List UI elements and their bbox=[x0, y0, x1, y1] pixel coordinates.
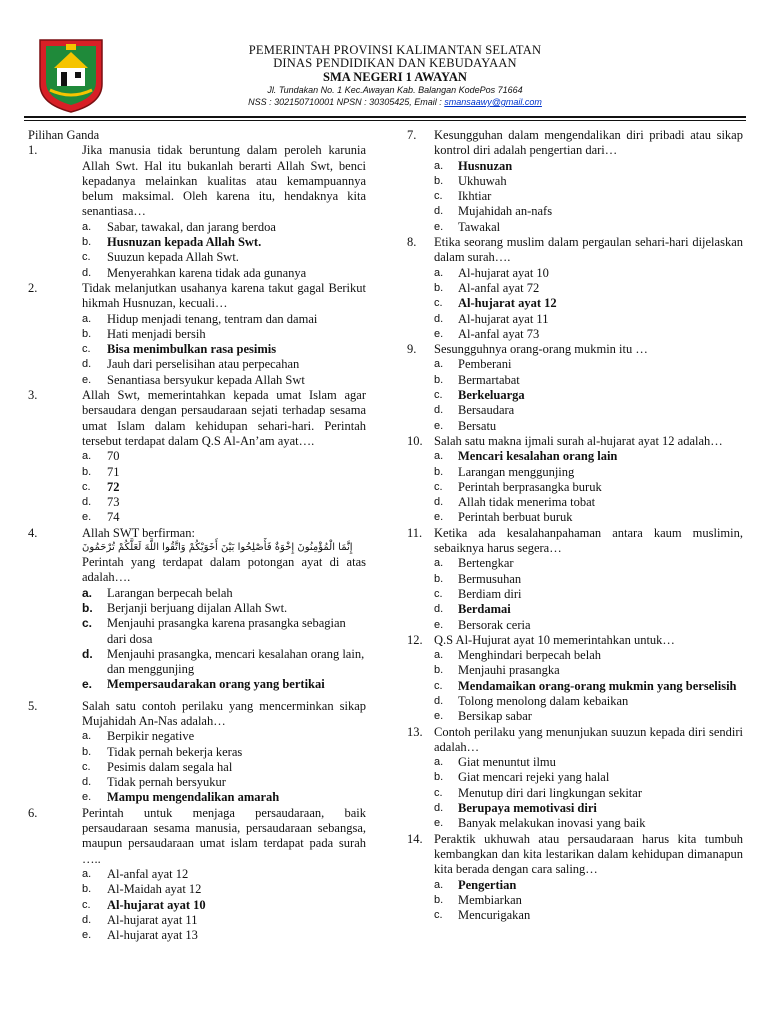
option-letter: a. bbox=[82, 867, 92, 880]
option-letter: a. bbox=[82, 450, 92, 463]
option-letter: d. bbox=[434, 205, 444, 218]
option-text: Bersatu bbox=[458, 418, 497, 433]
option-letter: b. bbox=[82, 465, 92, 478]
question-text: Salah satu contoh perilaku yang mencerminkan sikap Mujahidah An-Nas adalah… bbox=[82, 698, 366, 728]
government-name: PEMERINTAH PROVINSI KALIMANTAN SELATAN bbox=[248, 43, 542, 57]
answer-options bbox=[434, 755, 743, 831]
answer-option-d[interactable] bbox=[82, 357, 366, 372]
option-letter: b. bbox=[434, 281, 444, 294]
option-letter: d. bbox=[82, 358, 92, 371]
option-letter: c. bbox=[82, 898, 91, 911]
option-letter: c. bbox=[434, 389, 443, 402]
option-text: Sabar, tawakal, dan jarang berdoa bbox=[107, 219, 276, 234]
answer-options bbox=[82, 586, 366, 693]
option-letter: e. bbox=[82, 373, 92, 386]
answer-option-d[interactable] bbox=[82, 495, 366, 510]
option-text: Hati menjadi bersih bbox=[107, 326, 206, 341]
question-text: Allah SWT berfirman: bbox=[82, 525, 195, 540]
question-number: 9. bbox=[407, 342, 417, 357]
answer-option-e[interactable] bbox=[434, 510, 743, 525]
answer-option-a[interactable] bbox=[434, 878, 743, 893]
question-number: 7. bbox=[407, 128, 417, 142]
option-letter: c. bbox=[82, 343, 91, 356]
option-letter: c. bbox=[434, 297, 443, 310]
answer-option-b[interactable] bbox=[434, 663, 743, 678]
option-text: Bersikap sabar bbox=[458, 709, 532, 724]
answer-option-b[interactable] bbox=[82, 465, 366, 480]
question-11 bbox=[407, 526, 743, 633]
option-letter: b. bbox=[434, 664, 444, 677]
question-1 bbox=[28, 143, 366, 281]
answer-option-b[interactable] bbox=[82, 601, 366, 616]
province-emblem-icon bbox=[36, 38, 106, 114]
answer-option-e[interactable] bbox=[82, 928, 366, 943]
option-text: Mencurigakan bbox=[458, 908, 531, 923]
answer-option-e[interactable] bbox=[82, 510, 366, 525]
option-text: Ikhtiar bbox=[458, 189, 492, 204]
question-text: Peraktik ukhuwah atau persaudaraan harus kita tumbuh kembangkan dan kita lestarikan dalam kehidupan dimanapun kita berada dengan cara saling… bbox=[434, 831, 743, 877]
answer-option-e[interactable] bbox=[82, 790, 366, 805]
answer-options bbox=[434, 556, 743, 632]
answer-option-c[interactable] bbox=[434, 189, 743, 204]
answer-option-e[interactable] bbox=[434, 816, 743, 831]
option-letter: a. bbox=[434, 878, 444, 891]
left-column bbox=[28, 128, 366, 943]
answer-options bbox=[434, 266, 743, 342]
option-text-marked: Berdamai bbox=[458, 602, 511, 617]
option-text: Senantiasa bersyukur kepada Allah Swt bbox=[107, 372, 305, 387]
option-text-marked: Mencari kesalahan orang lain bbox=[458, 449, 618, 464]
option-letter: c. bbox=[434, 909, 443, 922]
option-letter: a. bbox=[82, 585, 93, 600]
option-letter: a. bbox=[434, 450, 444, 463]
option-letter: b. bbox=[82, 236, 92, 249]
question-13 bbox=[407, 725, 743, 832]
option-letter: d. bbox=[82, 913, 92, 926]
answer-option-d[interactable] bbox=[434, 495, 743, 510]
answer-option-a[interactable] bbox=[82, 586, 366, 601]
option-letter: c. bbox=[82, 760, 91, 773]
option-letter: a. bbox=[434, 358, 444, 371]
question-text: Sesungguhnya orang-orang mukmin itu … bbox=[434, 342, 648, 357]
option-letter: c. bbox=[434, 679, 443, 692]
question-text: Ketika ada kesalahanpahaman antara kaum muslimin, sebaiknya harus segera… bbox=[434, 525, 743, 556]
option-text: 71 bbox=[107, 464, 120, 479]
question-5 bbox=[28, 699, 366, 806]
option-letter: a. bbox=[82, 730, 92, 743]
option-letter: b. bbox=[434, 572, 444, 585]
option-letter: d. bbox=[434, 404, 444, 417]
answer-option-c[interactable] bbox=[82, 898, 366, 913]
option-text: Menutup diri dari lingkungan sekitar bbox=[458, 785, 642, 800]
section-title: Pilihan Ganda bbox=[28, 128, 100, 142]
option-letter: b. bbox=[82, 745, 92, 758]
option-text: Al-hujarat ayat 10 bbox=[458, 265, 549, 280]
question-3 bbox=[28, 388, 366, 526]
option-text-marked: Berkeluarga bbox=[458, 388, 525, 403]
question-text: Tidak melanjutkan usahanya karena takut gagal Berikut hikmah Husnuzan, kecuali… bbox=[82, 280, 366, 311]
option-text: Giat menuntut ilmu bbox=[458, 755, 556, 770]
option-letter: a. bbox=[434, 649, 444, 662]
option-text: Menjauhi prasangka karena prasangka sebagian dari dosa bbox=[107, 616, 346, 646]
question-10 bbox=[407, 434, 743, 526]
question-number: 13. bbox=[407, 724, 423, 739]
answer-option-d[interactable] bbox=[434, 403, 743, 418]
option-letter: d. bbox=[434, 694, 444, 707]
answer-option-c[interactable] bbox=[434, 388, 743, 403]
answer-option-e[interactable] bbox=[82, 373, 366, 388]
answer-options bbox=[82, 729, 366, 805]
option-text: Larangan berpecah belah bbox=[107, 585, 233, 600]
answer-option-b[interactable] bbox=[434, 572, 743, 587]
option-text: Suuzun kepada Allah Swt. bbox=[107, 250, 239, 265]
question-text-continued: Perintah yang terdapat dalam potongan ayat di atas adalah…. bbox=[82, 555, 366, 585]
option-text: 70 bbox=[107, 449, 120, 464]
answer-option-d[interactable] bbox=[82, 775, 366, 790]
option-text: Menjauhi prasangka bbox=[458, 663, 560, 678]
option-text-marked: Al-hujarat ayat 12 bbox=[458, 296, 557, 311]
option-text: Al-anfal ayat 73 bbox=[458, 326, 540, 341]
option-letter: b. bbox=[434, 771, 444, 784]
answer-option-c[interactable] bbox=[434, 679, 743, 694]
option-letter: d. bbox=[434, 603, 444, 616]
option-text-marked: Berupaya memotivasi diri bbox=[458, 801, 597, 816]
option-text: Al-hujarat ayat 13 bbox=[107, 928, 198, 943]
school-name: SMA NEGERI 1 AWAYAN bbox=[323, 70, 467, 84]
option-letter: a. bbox=[434, 159, 444, 172]
answer-option-b[interactable] bbox=[82, 235, 366, 250]
header-rule-thin bbox=[24, 120, 746, 121]
answer-option-b[interactable] bbox=[434, 465, 743, 480]
answer-option-b[interactable] bbox=[82, 327, 366, 342]
option-text-marked: Bisa menimbulkan rasa pesimis bbox=[107, 342, 277, 357]
answer-option-c[interactable] bbox=[434, 587, 743, 602]
question-number: 11. bbox=[407, 525, 423, 540]
option-text: Berjanji berjuang dijalan Allah Swt. bbox=[107, 600, 288, 615]
option-letter: d. bbox=[434, 312, 444, 325]
question-12 bbox=[407, 633, 743, 725]
question-14 bbox=[407, 832, 743, 924]
option-letter: b. bbox=[434, 174, 444, 187]
answer-option-a[interactable] bbox=[434, 266, 743, 281]
answer-option-c[interactable] bbox=[82, 480, 366, 495]
option-text: Menjauhi prasangka, mencari kesalahan orang lain, dan menggunjing bbox=[107, 646, 365, 677]
answer-option-c[interactable] bbox=[434, 786, 743, 801]
option-text: Tawakal bbox=[458, 219, 501, 234]
question-number: 2. bbox=[28, 280, 38, 295]
answer-options bbox=[434, 648, 743, 724]
option-text: Allah tidak menerima tobat bbox=[458, 495, 596, 510]
option-letter: d. bbox=[82, 776, 92, 789]
letterhead-text bbox=[170, 44, 620, 108]
option-letter: c. bbox=[434, 587, 443, 600]
question-number: 12. bbox=[407, 632, 423, 647]
question-number: 10. bbox=[407, 433, 423, 448]
option-text-marked: Al-hujarat ayat 10 bbox=[107, 897, 206, 912]
answer-option-a[interactable] bbox=[434, 357, 743, 372]
option-text: Bertengkar bbox=[458, 556, 514, 571]
answer-option-b[interactable] bbox=[82, 745, 366, 760]
option-letter: a. bbox=[82, 312, 92, 325]
question-9 bbox=[407, 342, 743, 434]
answer-option-c[interactable] bbox=[82, 342, 366, 357]
answer-option-d[interactable] bbox=[434, 602, 743, 617]
question-text: Salah satu makna ijmali surah al-hujarat ayat 12 adalah… bbox=[434, 433, 723, 448]
option-text: Al-hujarat ayat 11 bbox=[458, 311, 549, 326]
option-text: Larangan menggunjing bbox=[458, 464, 575, 479]
option-letter: c. bbox=[82, 616, 93, 631]
answer-option-d[interactable] bbox=[82, 647, 366, 678]
option-text: 74 bbox=[107, 510, 120, 525]
option-text: Bermusuhan bbox=[458, 571, 522, 586]
school-ids-text: NSS : 302150710001 NPSN : 30305425, Email : bbox=[248, 97, 445, 107]
option-text-marked: Mampu mengendalikan amarah bbox=[107, 790, 280, 805]
school-ids bbox=[170, 96, 620, 108]
answer-option-a[interactable] bbox=[434, 755, 743, 770]
question-8 bbox=[407, 235, 743, 342]
answer-option-d[interactable] bbox=[434, 801, 743, 816]
option-letter: c. bbox=[434, 190, 443, 203]
question-text: Etika seorang muslim dalam pergaulan sehari-hari dijelaskan dalam surah…. bbox=[434, 235, 743, 265]
answer-option-c[interactable] bbox=[82, 616, 366, 647]
answer-option-e[interactable] bbox=[434, 618, 743, 633]
answer-option-e[interactable] bbox=[434, 327, 743, 342]
answer-option-b[interactable] bbox=[434, 373, 743, 388]
option-letter: c. bbox=[82, 251, 91, 264]
option-letter: e. bbox=[82, 677, 93, 692]
answer-option-a[interactable] bbox=[82, 220, 366, 235]
option-text-marked: 72 bbox=[107, 479, 120, 494]
option-text: Menghindari berpecah belah bbox=[458, 648, 601, 663]
question-text: Kesungguhan dalam mengendalikan diri pribadi atau sikap kontrol diri adalah pengertian dari… bbox=[434, 128, 743, 158]
answer-options bbox=[82, 312, 366, 388]
option-text: Tidak pernah bersyukur bbox=[107, 775, 226, 790]
answer-options bbox=[434, 878, 743, 924]
question-text: Perintah untuk menjaga persaudaraan, baik persaudaraan sesama manusia, persaudaraan sebangsa, maupun persaudaraan umat islam terdapat pada surah ….. bbox=[82, 805, 366, 866]
option-letter: d. bbox=[82, 266, 92, 279]
question-text: Contoh perilaku yang menunjukan suuzun kepada diri sendiri adalah… bbox=[434, 724, 743, 754]
option-text-marked: Mempersaudarakan orang yang bertikai bbox=[107, 677, 325, 692]
option-letter: d. bbox=[434, 802, 444, 815]
option-letter: e. bbox=[82, 791, 92, 804]
answer-option-d[interactable] bbox=[82, 913, 366, 928]
option-letter: c. bbox=[82, 480, 91, 493]
email-link[interactable]: smansaawy@gmail.com bbox=[444, 97, 542, 107]
option-text: Perintah berprasangka buruk bbox=[458, 479, 602, 494]
answer-options bbox=[434, 159, 743, 235]
option-text: Bersorak ceria bbox=[458, 617, 531, 632]
option-text-marked: Husnuzan bbox=[458, 158, 513, 173]
question-number: 14. bbox=[407, 831, 423, 846]
answer-options bbox=[434, 357, 743, 433]
question-2 bbox=[28, 281, 366, 388]
option-text: Menyerahkan karena tidak ada gunanya bbox=[107, 265, 307, 280]
answer-option-d[interactable] bbox=[82, 266, 366, 281]
answer-option-b[interactable] bbox=[434, 281, 743, 296]
question-number: 8. bbox=[407, 235, 417, 250]
option-text: Membiarkan bbox=[458, 892, 522, 907]
option-letter: e. bbox=[82, 929, 92, 942]
answer-option-e[interactable] bbox=[434, 419, 743, 434]
option-text: Al-hujarat ayat 11 bbox=[107, 912, 198, 927]
question-number: 4. bbox=[28, 525, 38, 540]
answer-option-d[interactable] bbox=[434, 694, 743, 709]
option-letter: e. bbox=[82, 511, 92, 524]
question-number: 6. bbox=[28, 805, 38, 820]
option-text: Hidup menjadi tenang, tentram dan damai bbox=[107, 311, 318, 326]
question-number: 3. bbox=[28, 388, 38, 403]
option-text: Perintah berbuat buruk bbox=[458, 510, 573, 525]
option-letter: b. bbox=[82, 600, 93, 615]
option-text: Banyak melakukan inovasi yang baik bbox=[458, 816, 646, 831]
option-letter: b. bbox=[434, 465, 444, 478]
option-text: Tolong menolong dalam kebaikan bbox=[458, 693, 629, 708]
quran-verse: إِنَّمَا الْمُؤْمِنُونَ إِخْوَةٌ فَأَصْلِحُوا بَيْنَ أَخَوَيْكُمْ وَاتَّقُوا اللَّهَ لَعَلَّكُمْ تُرْحَمُونَ bbox=[82, 542, 353, 554]
answer-option-b[interactable] bbox=[434, 174, 743, 189]
option-letter: c. bbox=[434, 480, 443, 493]
option-letter: d. bbox=[82, 496, 92, 509]
option-letter: e. bbox=[434, 710, 444, 723]
answer-option-a[interactable] bbox=[82, 729, 366, 744]
option-letter: b. bbox=[82, 883, 92, 896]
option-text: Bersaudara bbox=[458, 403, 515, 418]
answer-option-a[interactable] bbox=[434, 648, 743, 663]
answer-option-a[interactable] bbox=[434, 449, 743, 464]
option-text: Jauh dari perselisihan atau perpecahan bbox=[107, 357, 300, 372]
option-text: Berpikir negative bbox=[107, 729, 195, 744]
question-text: Jika manusia tidak beruntung dalam peroleh karunia Allah Swt. Hal itu bukanlah berarti Allah Swt, benci kepadanya melainkan kualitas atau kemampuannya belum maksimal. Oleh karena itu, hendaknya kita senantiasa… bbox=[82, 143, 366, 219]
answer-option-a[interactable] bbox=[82, 312, 366, 327]
option-letter: b. bbox=[434, 373, 444, 386]
option-letter: d. bbox=[82, 646, 93, 661]
option-text: Al-anfal ayat 12 bbox=[107, 866, 189, 881]
school-address: Jl. Tundakan No. 1 Kec.Awayan Kab. Balangan KodePos 71664 bbox=[267, 85, 523, 95]
answer-option-a[interactable] bbox=[82, 867, 366, 882]
option-text: 73 bbox=[107, 495, 120, 510]
option-text: Giat mencari rejeki yang halal bbox=[458, 770, 610, 785]
option-letter: e. bbox=[434, 618, 444, 631]
answer-option-b[interactable] bbox=[82, 882, 366, 897]
answer-option-c[interactable] bbox=[434, 296, 743, 311]
header-rule-thick bbox=[24, 116, 746, 118]
option-text-marked: Mendamaikan orang-orang mukmin yang berselisih bbox=[458, 678, 737, 693]
answer-option-d[interactable] bbox=[434, 204, 743, 219]
answer-option-b[interactable] bbox=[434, 770, 743, 785]
option-text: Ukhuwah bbox=[458, 173, 507, 188]
option-text-marked: Pengertian bbox=[458, 877, 517, 892]
question-number: 5. bbox=[28, 698, 38, 713]
answer-option-c[interactable] bbox=[82, 760, 366, 775]
option-text: Pemberani bbox=[458, 357, 512, 372]
answer-option-c[interactable] bbox=[82, 250, 366, 265]
question-6 bbox=[28, 806, 366, 944]
answer-option-e[interactable] bbox=[434, 220, 743, 235]
option-text: Berdiam diri bbox=[458, 586, 522, 601]
option-letter: e. bbox=[434, 511, 444, 524]
option-letter: b. bbox=[434, 893, 444, 906]
right-column bbox=[407, 128, 743, 923]
option-text: Pesimis dalam segala hal bbox=[107, 759, 233, 774]
option-text: Tidak pernah bekerja keras bbox=[107, 744, 243, 759]
department-name: DINAS PENDIDIKAN DAN KEBUDAYAAN bbox=[273, 56, 517, 70]
answer-option-b[interactable] bbox=[434, 893, 743, 908]
option-letter: a. bbox=[434, 756, 444, 769]
option-letter: c. bbox=[434, 786, 443, 799]
option-letter: a. bbox=[434, 557, 444, 570]
option-letter: e. bbox=[434, 327, 444, 340]
answer-options bbox=[82, 449, 366, 525]
answer-option-e[interactable] bbox=[82, 677, 366, 692]
question-4 bbox=[28, 526, 366, 699]
option-text: Al-Maidah ayat 12 bbox=[107, 882, 202, 897]
option-letter: e. bbox=[434, 220, 444, 233]
answer-option-a[interactable] bbox=[434, 556, 743, 571]
answer-option-c[interactable] bbox=[434, 480, 743, 495]
answer-options bbox=[82, 220, 366, 281]
option-text: Bermartabat bbox=[458, 372, 520, 387]
option-letter: e. bbox=[434, 419, 444, 432]
answer-option-a[interactable] bbox=[434, 159, 743, 174]
option-letter: b. bbox=[82, 327, 92, 340]
option-letter: e. bbox=[434, 817, 444, 830]
letterhead bbox=[0, 0, 768, 122]
option-letter: a. bbox=[82, 220, 92, 233]
answer-options bbox=[434, 449, 743, 525]
answer-option-e[interactable] bbox=[434, 709, 743, 724]
option-letter: a. bbox=[434, 266, 444, 279]
question-text: Q.S Al-Hujurat ayat 10 memerintahkan untuk… bbox=[434, 632, 675, 647]
question-7 bbox=[407, 128, 743, 235]
answer-option-c[interactable] bbox=[434, 908, 743, 923]
option-text-marked: Husnuzan kepada Allah Swt. bbox=[107, 235, 262, 250]
option-text: Mujahidah an-nafs bbox=[458, 204, 553, 219]
answer-option-d[interactable] bbox=[434, 312, 743, 327]
answer-option-a[interactable] bbox=[82, 449, 366, 464]
answer-options bbox=[82, 867, 366, 943]
question-text: Allah Swt, memerintahkan kepada umat Islam agar bersaudara dengan persaudaraan sejati terhadap sesama umat Islam dalam kehidupan sehari-hari. Perintah tersebut terdapat dalam Q.S Al-An’am ayat…. bbox=[82, 388, 366, 448]
option-letter: d. bbox=[434, 496, 444, 509]
question-number: 1. bbox=[28, 143, 38, 158]
option-text: Al-anfal ayat 72 bbox=[458, 280, 540, 295]
